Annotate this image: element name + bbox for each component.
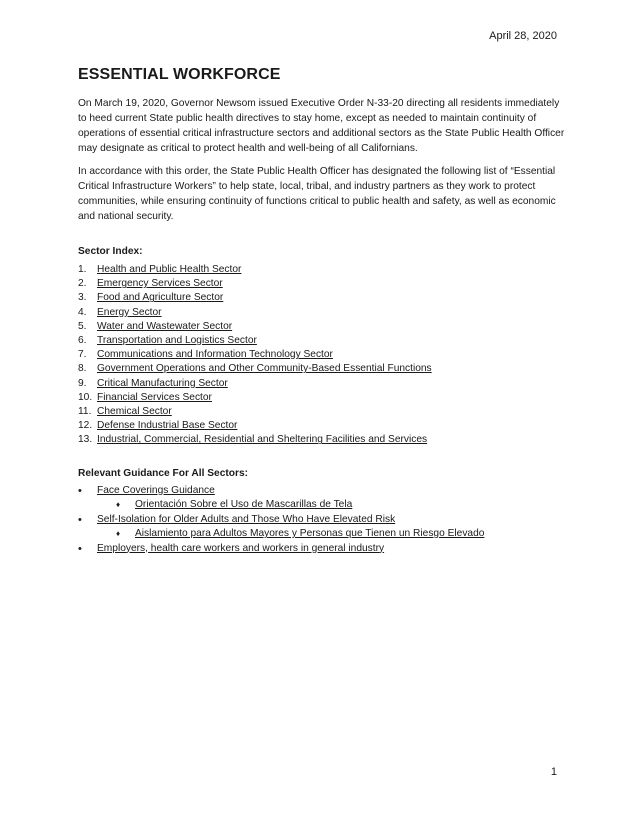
sector-link-food-agriculture[interactable]: Food and Agriculture Sector [97, 292, 224, 304]
sector-index-heading: Sector Index: [78, 246, 143, 257]
list-number: 3. [78, 292, 87, 304]
guidance-link-self-isolation[interactable]: Self-Isolation for Older Adults and Those Who Have Elevated Risk [97, 513, 396, 525]
guidance-link-employers[interactable]: Employers, health care workers and workers in general industry [97, 542, 385, 554]
list-item [78, 542, 568, 557]
list-item [78, 513, 568, 528]
document-date: April 28, 2020 [489, 30, 557, 42]
list-number: 9. [78, 377, 87, 389]
diamond-bullet-icon: ♦ [116, 500, 121, 510]
document-body [78, 96, 568, 556]
list-item [78, 391, 568, 405]
guidance-link-face-coverings-spanish[interactable]: Orientación Sobre el Uso de Mascarillas de Tela [135, 499, 353, 511]
sector-link-emergency-services[interactable]: Emergency Services Sector [97, 278, 223, 290]
list-item [78, 484, 568, 499]
list-item [78, 419, 568, 433]
sector-link-defense-industrial-base[interactable]: Defense Industrial Base Sector [97, 420, 238, 432]
list-item [78, 320, 568, 334]
list-item [78, 291, 568, 305]
list-item [78, 405, 568, 419]
guidance-link-self-isolation-spanish[interactable]: Aislamiento para Adultos Mayores y Personas que Tienen un Riesgo Elevado [135, 528, 485, 540]
list-number: 13. [78, 434, 93, 446]
guidance-list [78, 484, 568, 557]
intro-paragraph-1: On March 19, 2020, Governor Newsom issued Executive Order N-33-20 directing all residents immediately to heed current State public health directives to stay home, except as needed to maintain continuity of operations of essential critical infrastructure sectors and additional sectors as the State Public Health Officer may designate as critical to protect health and well-being of all Californians. [78, 98, 565, 154]
list-item [78, 527, 568, 542]
list-item [78, 277, 568, 291]
sector-index-list [78, 263, 568, 448]
sector-link-communications[interactable]: Communications and Information Technology Sector [97, 349, 333, 361]
bullet-icon: • [78, 484, 82, 497]
sector-link-financial-services[interactable]: Financial Services Sector [97, 391, 212, 403]
list-item [78, 377, 568, 391]
list-item [78, 263, 568, 277]
list-number: 7. [78, 349, 87, 361]
list-item [78, 498, 568, 513]
list-number: 6. [78, 335, 87, 347]
sector-link-government-operations[interactable]: Government Operations and Other Community-Based Essential Functions [97, 363, 432, 375]
sector-link-water[interactable]: Water and Wastewater Sector [97, 320, 233, 332]
sector-link-transportation[interactable]: Transportation and Logistics Sector [97, 335, 257, 347]
list-number: 8. [78, 363, 87, 375]
bullet-icon: • [78, 513, 82, 526]
list-number: 12. [78, 420, 93, 432]
list-item [78, 362, 568, 376]
sector-link-energy[interactable]: Energy Sector [97, 306, 162, 318]
page-title: ESSENTIAL WORKFORCE [78, 66, 281, 83]
diamond-bullet-icon: ♦ [116, 529, 121, 539]
guidance-heading: Relevant Guidance For All Sectors: [78, 467, 249, 479]
page-number: 1 [550, 766, 557, 778]
list-number: 4. [78, 306, 87, 318]
list-item [78, 306, 568, 320]
list-number: 1. [78, 264, 87, 275]
list-item [78, 334, 568, 348]
list-number: 5. [78, 320, 87, 332]
sector-link-industrial-commercial[interactable]: Industrial, Commercial, Residential and Sheltering Facilities and Services [97, 434, 428, 446]
list-number: 10. [78, 391, 93, 403]
list-item [78, 433, 568, 447]
list-item [78, 348, 568, 362]
list-number: 2. [78, 278, 87, 290]
sector-link-chemical[interactable]: Chemical Sector [97, 406, 172, 418]
bullet-icon: • [78, 542, 82, 555]
list-number: 11. [78, 406, 92, 418]
sector-link-critical-manufacturing[interactable]: Critical Manufacturing Sector [97, 377, 228, 389]
sector-link-health[interactable]: Health and Public Health Sector [97, 264, 242, 275]
intro-paragraph-2: In accordance with this order, the State Public Health Officer has designated the following list of “Essential Critical Infrastructure Workers” to help state, local, tribal, and industry partners as they work to protect communities, while ensuring continuity of functions critical to public health and safety, as well as economic and national security. [78, 166, 556, 222]
guidance-link-face-coverings[interactable]: Face Coverings Guidance [97, 484, 215, 496]
